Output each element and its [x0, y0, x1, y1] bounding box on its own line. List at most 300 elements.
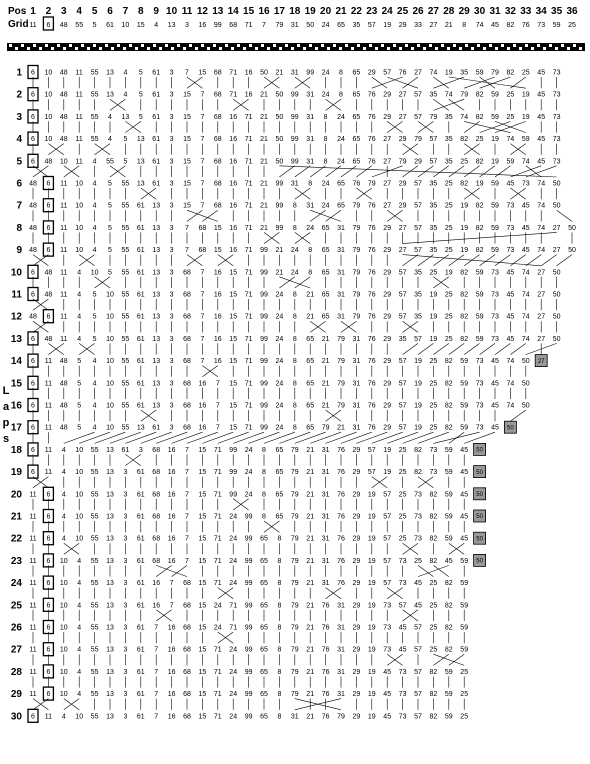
lap-cell: 24: [229, 535, 238, 543]
checkered-square: [273, 44, 276, 47]
lap-cell: 10: [75, 469, 84, 477]
lap-cell: 79: [367, 180, 376, 188]
lap-cell: 68: [152, 557, 161, 565]
lap-cell: 7: [185, 469, 189, 477]
position-line: [526, 166, 557, 177]
checkered-square: [159, 47, 162, 50]
pit-label: 50: [507, 425, 514, 432]
lap-cell: 45: [506, 335, 515, 343]
lap-cell: 57: [383, 580, 392, 588]
lap-cell: 11: [29, 602, 37, 610]
lap-cell: 29: [383, 91, 392, 99]
lap-cell: 25: [444, 180, 453, 188]
lap-cell: 24: [275, 313, 284, 321]
lap-cell: 59: [491, 113, 499, 121]
lap-cell: 6: [46, 557, 51, 565]
position-line: [433, 99, 464, 110]
checkered-square: [123, 47, 126, 50]
lap-cell: 3: [169, 224, 174, 232]
lap-cell: 8: [292, 335, 297, 343]
lap-cell: 57: [414, 180, 422, 188]
lap-cell: 71: [244, 202, 253, 210]
lap-cell: 31: [352, 335, 361, 343]
lap-label-27: 27: [10, 644, 22, 656]
lap-cell: 24: [275, 291, 284, 299]
checkered-square: [303, 47, 306, 50]
lap-cell: 10: [106, 358, 114, 366]
lap-cell: 21: [306, 535, 315, 543]
checkered-square: [357, 44, 360, 47]
lap-cell: 7: [154, 668, 159, 676]
lap-cell: 74: [537, 202, 546, 210]
lap-cell: 79: [352, 291, 361, 299]
lap-cell: 3: [169, 335, 174, 343]
lap-cell: 35: [414, 291, 422, 299]
lap-label-7: 7: [16, 200, 22, 212]
position-line: [433, 99, 448, 110]
lap-cell: 61: [152, 91, 161, 99]
lap-cell: 99: [275, 224, 284, 232]
lap-label-8: 8: [16, 222, 22, 234]
lap-cell: 61: [136, 469, 145, 477]
lap-cell: 25: [398, 446, 407, 454]
lap-cell: 15: [198, 469, 207, 477]
lap-cell: 5: [108, 269, 112, 277]
lap-cell: 45: [460, 535, 469, 543]
lap-cell: 27: [537, 269, 546, 277]
lap-cell: 8: [323, 158, 328, 166]
lap-cell: 35: [429, 91, 438, 99]
checkered-square: [39, 47, 42, 50]
lap-cell: 59: [475, 291, 484, 299]
lap-cell: 16: [229, 136, 238, 144]
lap-cell: 68: [183, 424, 191, 432]
checkered-square: [459, 47, 462, 50]
lap-cell: 25: [444, 335, 453, 343]
lap-cell: 24: [321, 180, 330, 188]
position-line: [79, 432, 110, 443]
lap-cell: 79: [337, 713, 345, 721]
grid-cell: 45: [491, 22, 499, 29]
lap-cell: 11: [29, 535, 37, 543]
lap-cell: 31: [321, 491, 330, 499]
lap-cell: 45: [506, 180, 515, 188]
lap-cell: 11: [29, 691, 37, 699]
checkered-square: [213, 44, 216, 47]
lap-cell: 65: [321, 313, 330, 321]
lap-label-29: 29: [10, 689, 22, 701]
pos-header-15: 15: [243, 6, 255, 17]
lap-cell: 25: [444, 224, 453, 232]
pos-header-31: 31: [489, 6, 501, 17]
lap-label-25: 25: [10, 600, 22, 612]
lap-cell: 71: [244, 380, 253, 388]
lap-cell: 21: [306, 624, 315, 632]
lap-cell: 15: [198, 513, 207, 521]
position-line: [433, 343, 448, 354]
lap-cell: 11: [44, 469, 53, 477]
lap-cell: 3: [169, 69, 174, 77]
lap-cell: 25: [444, 313, 453, 321]
lap-cell: 13: [136, 180, 145, 188]
position-line: [480, 121, 511, 132]
lap-cell: 7: [215, 380, 220, 388]
lap-cell: 24: [337, 158, 345, 166]
pos-header-24: 24: [381, 6, 393, 17]
lap-cell: 15: [213, 247, 222, 255]
lap-cell: 73: [475, 358, 484, 366]
lap-cell: 10: [106, 335, 114, 343]
lap-cell: 24: [337, 113, 345, 121]
lap-cell: 19: [367, 624, 376, 632]
lap-cell: 73: [552, 158, 561, 166]
lap-cell: 29: [398, 180, 407, 188]
lap-cell: 68: [183, 402, 191, 410]
lap-cell: 3: [169, 202, 174, 210]
lap-cell: 50: [275, 91, 284, 99]
lap-cell: 21: [306, 668, 315, 676]
lap-cell: 16: [213, 291, 222, 299]
grid-cell: 24: [321, 22, 330, 29]
lap-cell: 57: [383, 535, 392, 543]
lap-cell: 15: [198, 646, 207, 654]
checkered-square: [327, 47, 330, 50]
lap-cell: 73: [491, 313, 499, 321]
lap-cell: 5: [108, 202, 112, 210]
grid-cell: 74: [475, 22, 484, 29]
lap-cell: 27: [552, 224, 561, 232]
checkered-square: [309, 44, 312, 47]
lap-cell: 13: [121, 113, 130, 121]
checkered-square: [291, 47, 294, 50]
position-line: [480, 77, 495, 88]
lap-cell: 45: [460, 513, 469, 521]
lap-cell: 6: [46, 668, 51, 676]
lap-cell: 25: [398, 513, 407, 521]
pos-header-36: 36: [566, 6, 578, 17]
lap-cell: 7: [200, 202, 205, 210]
lap-cell: 6: [31, 113, 35, 121]
lap-cell: 68: [213, 113, 222, 121]
lap-cell: 79: [491, 69, 499, 77]
lap-cell: 61: [136, 713, 145, 721]
lap-cell: 61: [121, 446, 130, 454]
lap-cell: 76: [321, 624, 330, 632]
lap-cell: 13: [106, 513, 114, 521]
lap-cell: 35: [429, 247, 438, 255]
lap-cell: 29: [383, 247, 392, 255]
lap-cell: 71: [213, 557, 222, 565]
lap-cell: 21: [275, 269, 284, 277]
lap-cell: 71: [244, 247, 253, 255]
position-line: [264, 432, 295, 443]
lap-cell: 48: [44, 158, 53, 166]
lap-cell: 29: [383, 358, 392, 366]
lap-cell: 19: [367, 646, 376, 654]
lap-cell: 45: [491, 358, 499, 366]
lap-cell: 50: [260, 69, 268, 77]
lap-cell: 6: [31, 335, 35, 343]
grid-cell: 65: [337, 22, 345, 29]
lap-cell: 59: [460, 646, 469, 654]
pos-header-26: 26: [412, 6, 424, 17]
position-line: [480, 255, 495, 266]
position-line: [295, 166, 310, 177]
lap-cell: 59: [506, 158, 515, 166]
lap-cell: 74: [537, 247, 546, 255]
grid-cell: 15: [136, 22, 145, 29]
lap-cell: 79: [290, 557, 299, 565]
lap-cell: 82: [444, 402, 453, 410]
lap-cell: 57: [398, 402, 407, 410]
lap-cell: 76: [337, 580, 345, 588]
lap-cell: 31: [290, 180, 299, 188]
lap-cell: 29: [352, 691, 361, 699]
lap-cell: 13: [136, 424, 145, 432]
lap-cell: 29: [352, 446, 361, 454]
lap-cell: 59: [444, 446, 453, 454]
lap-cell: 31: [306, 136, 315, 144]
lap-cell: 5: [77, 358, 82, 366]
lap-cell: 16: [198, 424, 207, 432]
lap-cell: 29: [383, 224, 392, 232]
lap-cell: 19: [429, 291, 438, 299]
lap-cell: 8: [292, 380, 297, 388]
lap-cell: 68: [152, 446, 161, 454]
lap-cell: 82: [460, 136, 469, 144]
lap-cell: 25: [429, 646, 438, 654]
lap-cell: 65: [260, 646, 268, 654]
lap-cell: 8: [277, 557, 282, 565]
lap-cell: 15: [183, 113, 191, 121]
lap-cell: 4: [77, 691, 82, 699]
position-line: [218, 432, 249, 443]
lap-cell: 68: [183, 335, 191, 343]
lap-cell: 59: [475, 313, 484, 321]
lap-cell: 27: [383, 180, 392, 188]
lap-cell: 65: [352, 136, 361, 144]
lap-cell: 13: [106, 491, 114, 499]
lap-label-16: 16: [10, 400, 22, 412]
lap-cell: 45: [537, 158, 546, 166]
lap-cell: 59: [444, 668, 453, 676]
checkered-square: [135, 47, 138, 50]
lap-cell: 55: [90, 491, 99, 499]
position-line: [187, 432, 218, 443]
lap-cell: 65: [321, 269, 330, 277]
position-line: [480, 166, 495, 177]
grid-cell: 50: [306, 22, 315, 29]
lap-cell: 68: [183, 291, 191, 299]
lap-cell: 7: [185, 224, 189, 232]
lap-cell: 65: [321, 247, 330, 255]
lap-cell: 25: [398, 491, 407, 499]
lap-cell: 99: [244, 646, 253, 654]
lap-cell: 11: [29, 491, 37, 499]
lap-cell: 7: [185, 247, 189, 255]
grid-cell: 76: [521, 22, 530, 29]
lap-cell: 21: [260, 202, 268, 210]
position-line: [557, 255, 572, 266]
lap-cell: 74: [521, 158, 530, 166]
lap-cell: 25: [460, 668, 469, 676]
lap-cell: 76: [337, 557, 345, 565]
lap-cell: 19: [444, 269, 453, 277]
pos-header-10: 10: [166, 6, 178, 17]
lap-cell: 24: [275, 380, 284, 388]
position-line: [495, 343, 510, 354]
lap-cell: 65: [352, 91, 361, 99]
lap-cell: 61: [136, 557, 145, 565]
lap-cell: 55: [106, 158, 114, 166]
lap-cell: 16: [167, 469, 176, 477]
lap-cell: 10: [106, 424, 114, 432]
lap-cell: 19: [367, 513, 376, 521]
lap-cell: 73: [414, 513, 422, 521]
lap-label-21: 21: [10, 511, 22, 523]
lap-cell: 11: [60, 202, 68, 210]
lap-cell: 59: [460, 380, 469, 388]
lap-cell: 11: [44, 380, 53, 388]
position-line: [310, 210, 325, 221]
lap-cell: 48: [59, 69, 68, 77]
lap-cell: 65: [275, 513, 284, 521]
lap-cell: 3: [123, 580, 128, 588]
lap-cell: 4: [61, 535, 66, 543]
lap-cell: 73: [414, 535, 422, 543]
position-line: [418, 432, 449, 443]
lap-cell: 73: [491, 291, 499, 299]
lap-cell: 57: [414, 335, 422, 343]
lap-cell: 50: [552, 180, 561, 188]
lap-cell: 65: [260, 557, 268, 565]
lap-cell: 21: [337, 424, 345, 432]
lap-cell: 8: [277, 691, 282, 699]
checkered-square: [429, 44, 432, 47]
lap-cell: 7: [154, 624, 159, 632]
lap-cell: 29: [352, 646, 361, 654]
lap-cell: 11: [75, 136, 83, 144]
lap-cell: 65: [275, 446, 284, 454]
position-line: [372, 77, 403, 88]
lap-cell: 82: [429, 668, 438, 676]
lap-cell: 55: [121, 180, 130, 188]
lap-cell: 79: [429, 113, 438, 121]
lap-cell: 57: [414, 668, 422, 676]
lap-cell: 8: [277, 580, 282, 588]
lap-cell: 25: [429, 269, 438, 277]
lap-cell: 21: [306, 557, 315, 565]
lap-cell: 4: [92, 180, 97, 188]
lap-cell: 50: [552, 202, 561, 210]
lap-label-3: 3: [16, 111, 22, 123]
lap-cell: 73: [414, 491, 422, 499]
lap-cell: 68: [198, 247, 207, 255]
lap-cell: 29: [383, 291, 392, 299]
lap-cell: 21: [306, 291, 315, 299]
checkered-square: [69, 44, 72, 47]
grid-cell: 3: [185, 22, 189, 29]
lap-cell: 7: [200, 269, 205, 277]
lap-cell: 19: [460, 202, 469, 210]
lap-cell: 8: [323, 113, 328, 121]
lap-cell: 11: [44, 358, 53, 366]
lap-cell: 79: [290, 513, 299, 521]
lap-cell: 71: [213, 513, 222, 521]
position-line: [510, 77, 525, 88]
lap-cell: 27: [537, 335, 546, 343]
lap-cell: 59: [491, 202, 499, 210]
lap-cell: 73: [506, 224, 515, 232]
lap-cell: 99: [244, 557, 253, 565]
lap-cell: 21: [306, 580, 315, 588]
pos-header-32: 32: [504, 6, 516, 17]
lap-cell: 55: [121, 202, 130, 210]
position-line: [326, 432, 357, 443]
lap-cell: 4: [77, 335, 82, 343]
lap-cell: 71: [213, 691, 222, 699]
lap-cell: 6: [46, 180, 51, 188]
lap-cell: 11: [44, 424, 53, 432]
grid-cell: 48: [59, 22, 68, 29]
lap-cell: 7: [215, 424, 220, 432]
checkered-square: [423, 47, 426, 50]
lap-cell: 35: [429, 180, 438, 188]
lap-cell: 19: [367, 691, 376, 699]
lap-cell: 76: [367, 113, 376, 121]
lap-cell: 55: [90, 602, 99, 610]
grid-cell: 68: [229, 22, 238, 29]
lap-cell: 6: [46, 646, 51, 654]
lap-cell: 29: [383, 313, 392, 321]
lap-cell: 57: [414, 624, 422, 632]
position-line: [95, 432, 126, 443]
position-line: [495, 255, 510, 266]
checkered-square: [147, 47, 150, 50]
pos-header-17: 17: [273, 6, 285, 17]
grid-cell: 10: [121, 22, 130, 29]
lap-cell: 73: [491, 335, 499, 343]
lap-cell: 10: [106, 380, 114, 388]
checkered-square: [477, 44, 480, 47]
lap-cell: 3: [123, 557, 128, 565]
lap-cell: 79: [352, 202, 361, 210]
lap-cell: 31: [352, 424, 361, 432]
lap-cell: 73: [398, 668, 407, 676]
pos-label: Pos: [8, 6, 27, 17]
lap-cell: 48: [59, 402, 68, 410]
lap-cell: 48: [59, 358, 68, 366]
lap-cell: 11: [44, 402, 53, 410]
lap-cell: 19: [460, 224, 469, 232]
pos-header-21: 21: [335, 6, 347, 17]
lap-cell: 57: [383, 513, 392, 521]
pos-header-2: 2: [45, 6, 52, 17]
lap-cell: 79: [290, 469, 299, 477]
lap-cell: 79: [414, 136, 422, 144]
lap-cell: 10: [75, 491, 84, 499]
position-line: [279, 277, 294, 288]
lap-cell: 76: [337, 446, 345, 454]
position-line: [449, 255, 464, 266]
lap-cell: 25: [429, 624, 438, 632]
lap-cell: 71: [229, 91, 238, 99]
lap-cell: 35: [444, 158, 453, 166]
lap-cell: 13: [152, 224, 161, 232]
lap-cell: 31: [337, 624, 345, 632]
lap-cell: 25: [506, 91, 515, 99]
lap-cell: 73: [383, 602, 392, 610]
